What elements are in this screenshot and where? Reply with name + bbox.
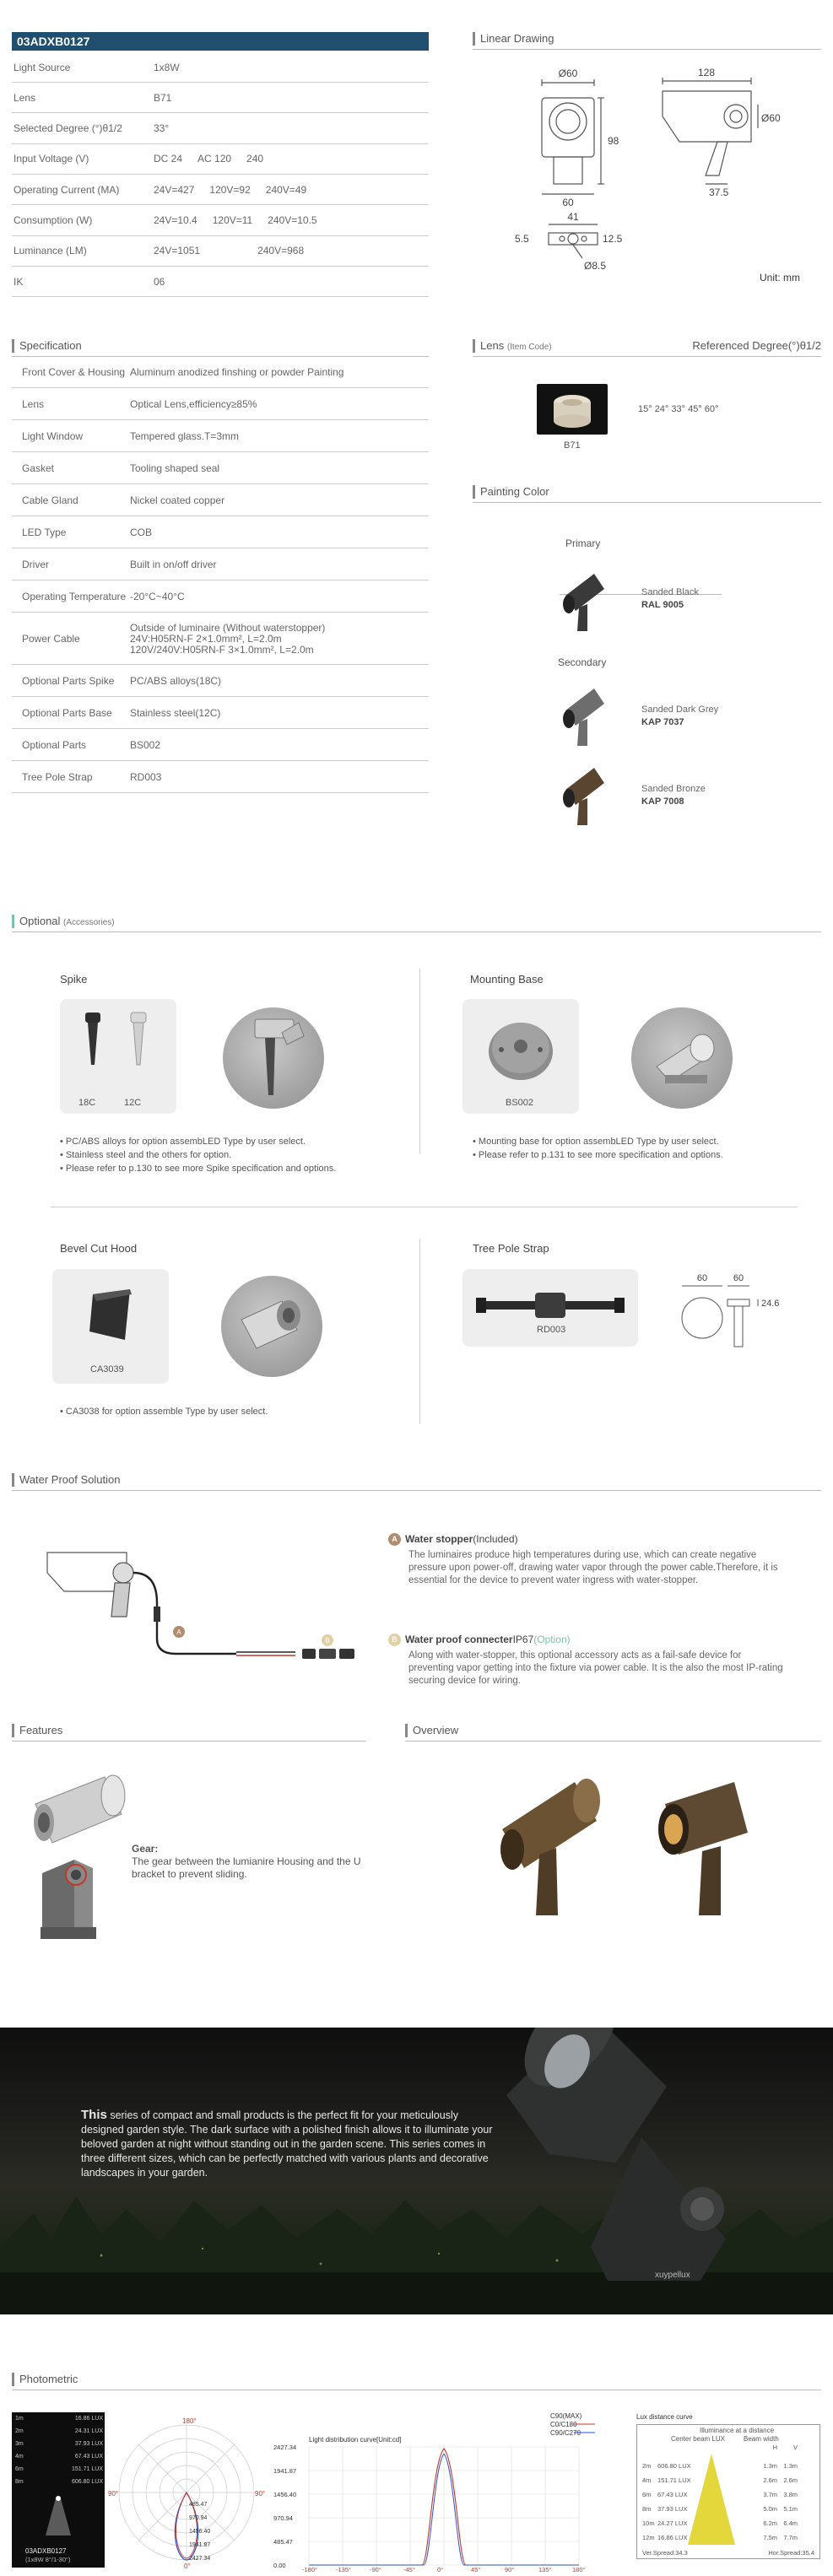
specification-label: Power Cable — [22, 633, 80, 645]
specification-value: Outside of luminaire (Without waterstopper) 24V:H05RN-F 2×1.0mm², L=2.0m 120V/240V:H05RN-F 3×1.0mm², L=2.0m — [130, 622, 326, 656]
specification-row — [12, 731, 429, 761]
waterproof-a-badge: A — [388, 1533, 401, 1546]
lens-title — [473, 339, 552, 353]
specification-row — [12, 550, 429, 581]
lux-table-frame — [636, 2424, 820, 2559]
front-bezel — [549, 103, 587, 140]
unit-label: Unit: mm — [760, 272, 800, 284]
waterproof-drawing — [42, 1536, 363, 1679]
specification-value: Tooling shaped seal — [130, 462, 220, 474]
lux-cell-lux: 16.86 LUX — [657, 2534, 688, 2541]
lux-row — [637, 2502, 819, 2516]
strap-dim-c: 24.6 — [761, 1299, 780, 1309]
spec-value: 24V=10.4 — [154, 214, 197, 226]
polar-ring-4: 1941.87 — [189, 2542, 211, 2548]
polar-chart — [106, 2418, 267, 2570]
curve-y-tick: 485.47 — [273, 2538, 293, 2546]
optional-divider-bottom — [419, 1239, 420, 1424]
dim-side-dia: Ø60 — [761, 112, 781, 124]
lux-cell-d: 2m — [642, 2462, 652, 2470]
gear-title: Gear: — [132, 1843, 159, 1855]
isolux-lux: 16.86 LUX — [74, 2416, 103, 2422]
waterproof-rule — [12, 1490, 821, 1491]
spec-values — [154, 245, 319, 257]
isolux-code: 03ADXB0127 — [25, 2547, 67, 2555]
isolux-row — [15, 2466, 103, 2472]
mounting-title: Mounting Base — [470, 973, 544, 986]
curve-x-tick: 135° — [538, 2566, 552, 2572]
overview-rule — [405, 1741, 821, 1742]
spec-label: Operating Current (MA) — [14, 183, 120, 196]
spec-label: Lens — [14, 91, 36, 104]
lens-title-text: Lens — [480, 339, 505, 352]
waterproof-a-title: Water stopper — [405, 1533, 473, 1545]
spike-detail-image — [223, 1007, 324, 1109]
spec-value: 1x8W — [154, 61, 180, 73]
painting-rule — [473, 502, 821, 503]
isolux-distance: 1m — [15, 2416, 24, 2422]
waterproof-b-title-row — [388, 1634, 785, 1646]
spec-label: Consumption (W) — [14, 214, 93, 226]
lens-degrees: 15° 24° 33° 45° 60° — [638, 404, 719, 414]
lux-cell-d: 4m — [642, 2476, 652, 2484]
waterproof-b-badge: B — [388, 1634, 401, 1646]
specification-label: Cable Gland — [22, 494, 78, 506]
dim-height: 98 — [608, 135, 619, 147]
lux-cell-d: 6m — [642, 2491, 652, 2498]
lux-table-header3 — [637, 2444, 819, 2451]
specification-rule — [12, 356, 429, 357]
specification-value: COB — [130, 527, 153, 538]
linear-drawing-rule — [473, 49, 821, 50]
lux-cell-lux: 151.71 LUX — [657, 2476, 691, 2484]
spec-values — [154, 153, 279, 165]
dim-side-width: 128 — [697, 67, 716, 78]
lux-cell-lux: 606.80 LUX — [657, 2462, 691, 2470]
specification-row — [12, 699, 429, 729]
strap-image-box — [462, 1269, 638, 1347]
isolux-panel — [12, 2412, 105, 2568]
wp-drawing-badge-b: B — [325, 1637, 330, 1644]
paint-bronze-name: Sanded Bronze — [641, 784, 706, 794]
mounting-item: BS002 — [506, 1098, 534, 1108]
isolux-row — [15, 2428, 103, 2434]
isolux-sub: (1x8W 8°/1-30°) — [25, 2556, 71, 2563]
dim-bracket-right: 12.5 — [603, 233, 623, 245]
curve-x-tick: 45° — [471, 2566, 481, 2572]
isolux-distance: 3m — [15, 2441, 24, 2447]
overview-image-1 — [494, 1770, 612, 1922]
spec-label: Selected Degree (°)θ1/2 — [14, 122, 122, 135]
product-code-bar: 03ADXB0127 — [12, 32, 429, 51]
lux-cell-v: 1.3m — [783, 2462, 798, 2470]
specification-value: PC/ABS alloys(18C) — [130, 675, 222, 687]
features-rule — [12, 1741, 366, 1742]
specification-label: Driver — [22, 559, 49, 570]
polar-ring-2: 970.94 — [189, 2515, 208, 2521]
optional-title-small: (Accessories) — [63, 918, 115, 927]
specification-value: Optical Lens,efficiency≥85% — [130, 398, 257, 410]
specification-row — [12, 454, 429, 484]
spec-label: Luminance (LM) — [14, 245, 87, 257]
isolux-distance: 4m — [15, 2454, 24, 2460]
lux-header-beam: Beam width — [744, 2435, 779, 2443]
spec-values — [154, 122, 184, 134]
paint-sample-grey — [560, 685, 606, 748]
linear-drawing — [506, 66, 810, 285]
curve-x-tick: -45° — [403, 2566, 415, 2572]
specification-row — [12, 667, 429, 697]
isolux-distance: 8m — [15, 2479, 24, 2485]
lux-header-center: Center beam LUX — [670, 2435, 725, 2443]
mounting-detail-image — [631, 1007, 733, 1109]
lens-title-small: (Item Code) — [506, 343, 552, 352]
linear-drawing-title: Linear Drawing — [473, 32, 554, 46]
lens-image — [537, 384, 608, 435]
paint-grey-code: KAP 7037 — [641, 717, 684, 727]
specification-row — [12, 422, 429, 452]
spec-label: Input Voltage (V) — [14, 153, 89, 165]
dim-side-base: 37.5 — [709, 186, 729, 198]
lens-rule — [473, 356, 821, 357]
specification-label: LED Type — [22, 527, 67, 538]
secondary-label: Secondary — [558, 656, 607, 668]
lux-rows — [637, 2459, 819, 2545]
legend-c90c270: C90/C270 — [550, 2429, 581, 2437]
banner-body: series of compact and small products is the perfect fit for your meticulously designed garden style. The dark surface with a polished finish allows it to illuminate your beloved garden at night without standing out in the garden scene. This series comes in three different sizes, which can be perfectly matched with various plants and decorative landscapes in your garden. — [81, 2109, 493, 2179]
spec-value: DC 24 — [154, 153, 183, 165]
specification-title: Specification — [12, 339, 82, 353]
dim-top-width: Ø60 — [558, 68, 578, 79]
spec-row — [12, 267, 429, 297]
dim-base: 60 — [562, 197, 574, 208]
dim-bracket-width: 41 — [567, 211, 579, 223]
spec-value: 120V=11 — [212, 214, 253, 226]
front-lens — [556, 110, 580, 133]
lux-row — [637, 2487, 819, 2502]
isolux-distance: 6m — [15, 2466, 24, 2472]
lux-cell-lux: 37.93 LUX — [657, 2505, 688, 2513]
specification-label: Lens — [22, 398, 45, 410]
hero-banner — [0, 2028, 833, 2314]
spec-row — [12, 144, 429, 175]
isolux-lux: 606.80 LUX — [72, 2479, 103, 2485]
bevel-bullet-1: • CA3038 for option assemble Type by user select. — [60, 1407, 268, 1417]
lux-row — [637, 2516, 819, 2530]
strap-item: RD003 — [537, 1325, 566, 1335]
lux-table-title: Lux distance curve — [636, 2413, 693, 2421]
lux-cell-d: 10m — [642, 2519, 655, 2527]
isolux-lux: 37.93 LUX — [74, 2441, 103, 2447]
features-gear-image — [24, 1770, 133, 1947]
banner-brand: xuypellux — [655, 2271, 690, 2280]
strap-dim-b: 60 — [733, 1273, 744, 1283]
waterproof-a-sub: (Included) — [473, 1533, 518, 1545]
painting-title: Painting Color — [473, 485, 549, 499]
lux-cell-h: 3.7m — [763, 2491, 777, 2498]
wp-drawing-badge-a: A — [176, 1628, 181, 1636]
bevel-bullets — [60, 1405, 268, 1418]
spike-bullet-3: • Please refer to p.130 to see more Spike specification and options. — [60, 1164, 337, 1174]
lux-cell-lux: 67.43 LUX — [657, 2491, 688, 2498]
spike-bullet-2: • Stainless steel and the others for option. — [60, 1150, 232, 1160]
specification-label: Optional Parts Spike — [22, 675, 115, 687]
optional-title-text: Optional — [19, 915, 61, 927]
spike-image-box — [60, 999, 176, 1114]
lux-header-h: H — [772, 2444, 777, 2451]
specification-label: Light Window — [22, 430, 84, 442]
mounting-bullet-1: • Mounting base for option assembLED Type by user select. — [473, 1137, 719, 1147]
specification-row — [12, 614, 429, 665]
specification-row — [12, 390, 429, 420]
lux-cell-h: 6.2m — [763, 2519, 777, 2527]
strap-dim-a: 60 — [696, 1273, 708, 1283]
polar-ring-3: 1456.40 — [189, 2529, 211, 2535]
curve-y-tick: 0.00 — [273, 2562, 286, 2569]
lens-degree-title: Referenced Degree(°)θ1/2 — [692, 339, 821, 352]
spec-value: 240V=49 — [265, 183, 307, 196]
features-gear-block — [132, 1843, 368, 1881]
waterproof-b-title: Water proof connecter — [405, 1634, 513, 1645]
spec-values — [154, 184, 322, 196]
lux-distance-panel — [636, 2413, 820, 2559]
legend-c0c180: C0/C180 — [550, 2421, 577, 2428]
spec-values — [154, 214, 333, 226]
spec-row — [12, 236, 429, 267]
paint-bronze-code: KAP 7008 — [641, 797, 684, 807]
spike-bullet-1: • PC/ABS alloys for option assembLED Type by user select. — [60, 1137, 306, 1147]
specification-value: -20°C~40°C — [130, 591, 185, 602]
curve-x-tick: -135° — [336, 2566, 352, 2572]
curve-x-tick: 90° — [505, 2566, 515, 2572]
strap-drawing — [675, 1266, 802, 1358]
lux-cell-lux: 24.27 LUX — [657, 2519, 688, 2527]
spec-value: B71 — [154, 91, 172, 104]
specification-value: Tempered glass.T=3mm — [130, 430, 240, 442]
optional-divider-top — [419, 969, 420, 1154]
legend-c90max: C90(MAX) — [550, 2412, 582, 2420]
lux-row — [637, 2530, 819, 2545]
specification-label: Optional Parts Base — [22, 707, 112, 719]
mounting-bullet-2: • Please refer to p.131 to see more specification and options. — [473, 1150, 723, 1160]
waterproof-a-title-row — [388, 1533, 785, 1546]
isolux-distance: 2m — [15, 2428, 24, 2434]
polar-ring-1: 485.47 — [189, 2502, 208, 2508]
lux-header-v: V — [792, 2444, 798, 2451]
specification-value: BS002 — [130, 739, 161, 751]
paint-black-code: RAL 9005 — [641, 600, 684, 610]
lux-table-header1: Illuminance at a distance — [699, 2427, 775, 2434]
lux-cell-v: 3.8m — [783, 2491, 798, 2498]
lux-cell-h: 5.0m — [763, 2505, 777, 2513]
spec-values — [154, 92, 187, 104]
specification-label: Front Cover & Housing — [22, 366, 126, 378]
spec-row — [12, 83, 429, 113]
lens-code: B71 — [564, 440, 581, 451]
lux-hor-spread: Hor.Spread:35.4 — [768, 2549, 814, 2557]
primary-label: Primary — [565, 537, 601, 549]
spec-row — [12, 114, 429, 144]
paint-sample-black — [560, 570, 606, 633]
paint-name-bronze — [641, 783, 706, 808]
specification-value: Aluminum anodized finshing or powder Painting — [130, 366, 344, 378]
waterproof-b-option: (Option) — [533, 1634, 571, 1645]
paint-sample-bronze — [560, 764, 606, 827]
curve-x-tick: 0° — [437, 2566, 444, 2572]
spec-value: 240V=968 — [257, 245, 305, 257]
dim-hole: Ø8.5 — [584, 260, 607, 272]
spike-item-12c: 12C — [124, 1098, 142, 1108]
isolux-row — [15, 2416, 103, 2422]
spec-value: 06 — [154, 275, 165, 288]
spec-values — [154, 276, 180, 288]
lux-cell-v: 5.1m — [783, 2505, 798, 2513]
waterproof-b-block — [388, 1634, 785, 1688]
spike-item-18c: 18C — [78, 1098, 96, 1108]
mounting-image-box — [462, 999, 579, 1114]
specification-row — [12, 763, 429, 793]
polar-left-label: 90° — [108, 2490, 119, 2498]
lux-cell-v: 2.6m — [783, 2476, 798, 2484]
paint-name-grey — [641, 704, 718, 729]
isolux-lux: 24.31 LUX — [74, 2428, 103, 2434]
waterproof-a-text: The luminaires produce high temperatures during use, which can create negative pressure upon power-off, drawing water vapor through the power cable.Therefore, it is essential for the device to prevent water ingress with water-stopper. — [408, 1550, 778, 1586]
spec-label: Light Source — [14, 61, 71, 73]
curve-x-tick: -180° — [302, 2566, 318, 2572]
polar-top-label: 180° — [182, 2418, 197, 2425]
paint-name-black — [641, 586, 699, 612]
light-curve-chart — [270, 2411, 599, 2572]
specification-value: Stainless steel(12C) — [130, 707, 221, 719]
spec-value: 120V=92 — [209, 183, 251, 196]
banner-text — [81, 2108, 495, 2180]
lux-cell-d: 8m — [642, 2505, 652, 2513]
curve-y-tick: 970.94 — [273, 2514, 293, 2522]
lux-row — [637, 2459, 819, 2473]
spec-row — [12, 52, 429, 83]
lux-cell-d: 12m — [642, 2534, 655, 2541]
isolux-row — [15, 2479, 103, 2485]
bevel-item: CA3039 — [90, 1364, 124, 1374]
spec-values — [154, 62, 195, 73]
front-housing — [542, 98, 594, 157]
waterproof-b-sub: IP67 — [512, 1634, 534, 1645]
curve-x-tick: -90° — [370, 2566, 381, 2572]
lux-cell-h: 2.6m — [763, 2476, 777, 2484]
specification-value: RD003 — [130, 771, 162, 783]
overview-title: Overview — [405, 1724, 458, 1737]
mounting-bullets — [473, 1135, 723, 1162]
overview-image-2 — [640, 1770, 758, 1922]
spec-value: 24V=1051 — [154, 245, 201, 257]
lux-cell-h: 7.5m — [763, 2534, 777, 2541]
spike-bullets — [60, 1135, 336, 1175]
lux-table-header2 — [637, 2435, 819, 2443]
isolux-lux: 151.71 LUX — [72, 2466, 103, 2472]
specification-row — [12, 486, 429, 516]
spec-value: 240 — [246, 153, 264, 165]
specification-row — [12, 582, 429, 613]
banner-lead: This — [81, 2108, 107, 2122]
lux-cell-v: 7.7m — [783, 2534, 798, 2541]
lux-cell-v: 6.4m — [783, 2519, 798, 2527]
specification-row — [12, 358, 429, 388]
isolux-row — [15, 2454, 103, 2460]
spec-value: 33° — [154, 122, 170, 135]
polar-bottom-label: 0° — [184, 2562, 191, 2570]
curve-y-tick: 2427.34 — [273, 2444, 297, 2451]
light-curve-title: Light distribution curve[Unit:cd] — [309, 2436, 402, 2444]
specification-value: Nickel coated copper — [130, 494, 225, 506]
specification-value: Built in on/off driver — [130, 559, 217, 570]
dim-bracket-left: 5.5 — [515, 233, 529, 245]
waterproof-b-text: Along with water-stopper, this optional accessory acts as a fail-safe device for preventing vapor getting into the fixture via power cable. It is the also the most IP-rating securing device for wiring. — [408, 1650, 783, 1687]
spec-value: 24V=427 — [154, 183, 195, 196]
spec-label: IK — [14, 275, 24, 288]
waterproof-a-block — [388, 1533, 785, 1587]
polar-right-label: 90° — [255, 2490, 266, 2498]
curve-y-tick: 1456.40 — [273, 2491, 297, 2498]
spec-row — [12, 175, 429, 205]
spec-value: AC 120 — [197, 153, 232, 165]
paint-grey-name: Sanded Dark Grey — [641, 705, 719, 715]
bevel-title: Bevel Cut Hood — [60, 1242, 138, 1255]
lux-row — [637, 2473, 819, 2487]
curve-x-tick: 180° — [572, 2566, 586, 2572]
bevel-detail-image — [221, 1276, 322, 1377]
spec-row — [12, 206, 429, 236]
lux-cell-h: 1.3m — [763, 2462, 777, 2470]
curve-y-tick: 1941.87 — [273, 2467, 297, 2475]
gear-text: The gear between the lumianire Housing and the U bracket to prevent sliding. — [132, 1855, 361, 1880]
specification-label: Optional Parts — [22, 739, 87, 751]
specification-label: Tree Pole Strap — [22, 771, 93, 783]
isolux-row — [15, 2441, 103, 2447]
specification-label: Operating Temperature — [22, 591, 127, 602]
spec-value: 240V=10.5 — [268, 214, 317, 226]
strap-title: Tree Pole Strap — [473, 1242, 549, 1255]
specification-label: Gasket — [22, 462, 55, 474]
spike-title: Spike — [60, 973, 88, 986]
photometric-title: Photometric — [12, 2373, 78, 2386]
polar-ring-5: 2427.34 — [189, 2556, 211, 2562]
lux-ver-spread: Ver.Spread:34.3 — [642, 2549, 688, 2557]
side-housing — [663, 91, 751, 142]
paint-black-name: Sanded Black — [641, 587, 699, 597]
features-title: Features — [12, 1724, 62, 1737]
optional-title — [12, 915, 115, 928]
isolux-lux: 67.43 LUX — [74, 2454, 103, 2460]
specification-row — [12, 518, 429, 548]
waterproof-title: Water Proof Solution — [12, 1473, 120, 1487]
